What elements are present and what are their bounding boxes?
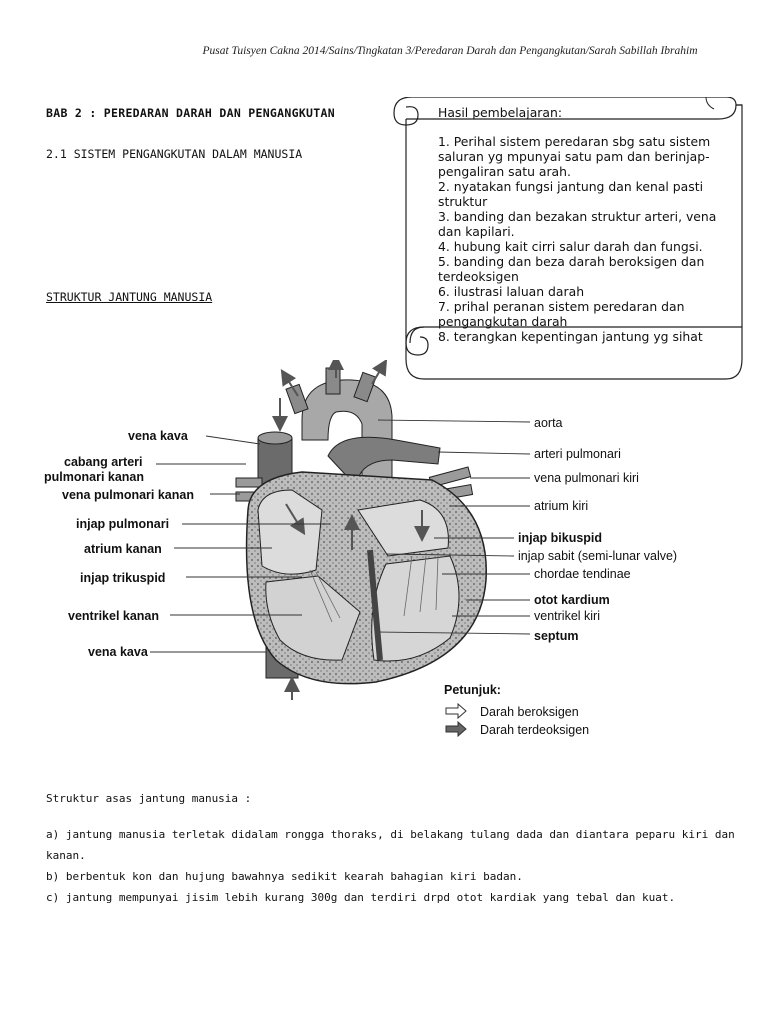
outcomes-list bbox=[438, 134, 726, 344]
label-aorta: aorta bbox=[534, 416, 563, 430]
legend-deoxygenated: Darah terdeoksigen bbox=[480, 723, 590, 737]
legend-title: Petunjuk: bbox=[444, 683, 501, 697]
outcome-item: 7. prihal peranan sistem peredaran dan pengangkutan darah bbox=[438, 299, 685, 329]
label-injap-bikuspid: injap bikuspid bbox=[518, 531, 603, 545]
label-pulmonari-kanan: pulmonari kanan bbox=[44, 470, 145, 484]
label-cabang-arteri: cabang arteri bbox=[64, 455, 143, 469]
chapter-subtitle: 2.1 SISTEM PENGANGKUTAN DALAM MANUSIA bbox=[46, 147, 303, 161]
label-arteri-pulmonari: arteri pulmonari bbox=[534, 447, 621, 461]
label-ventrikel-kiri: ventrikel kiri bbox=[534, 609, 600, 623]
body-intro: Struktur asas jantung manusia : bbox=[46, 792, 252, 805]
legend-oxygenated: Darah beroksigen bbox=[480, 705, 579, 719]
outcome-item: 5. banding dan beza darah beroksigen dan terdeoksigen bbox=[438, 254, 705, 284]
section-title: STRUKTUR JANTUNG MANUSIA bbox=[46, 290, 213, 304]
label-otot-kardium: otot kardium bbox=[534, 593, 610, 607]
body-point: a) jantung manusia terletak didalam rongga thoraks, di belakang tulang dada dan diantara peparu kiri dan kanan. bbox=[46, 828, 735, 862]
label-injap-sabit: injap sabit (semi-lunar valve) bbox=[518, 549, 678, 563]
label-vena-kava-bottom: vena kava bbox=[88, 645, 148, 659]
label-atrium-kanan: atrium kanan bbox=[84, 542, 162, 556]
outcome-item: 6. ilustrasi laluan darah bbox=[438, 284, 585, 299]
outcome-item: 3. banding dan bezakan struktur arteri, vena dan kapilari. bbox=[438, 209, 717, 239]
label-injap-trikuspid: injap trikuspid bbox=[80, 571, 166, 585]
label-chordae-tendinae: chordae tendinae bbox=[534, 567, 631, 581]
body-point: c) jantung mempunyai jisim lebih kurang 300g dan terdiri drpd otot kardiak yang tebal dan kuat. bbox=[46, 891, 676, 904]
diagram-legend bbox=[444, 683, 589, 737]
outcome-item: 8. terangkan kepentingan jantung yg sihat bbox=[438, 329, 703, 344]
deoxygenated-arrow-icon bbox=[446, 722, 466, 736]
outcome-item: 2. nyatakan fungsi jantung dan kenal pasti struktur bbox=[438, 179, 704, 209]
heart-illustration bbox=[236, 360, 486, 700]
label-vena-kava-top: vena kava bbox=[128, 429, 188, 443]
body-points bbox=[46, 824, 768, 908]
label-vena-pulmonari-kanan: vena pulmonari kanan bbox=[62, 488, 194, 502]
body-point: b) berbentuk kon dan hujung bawahnya sedikit kearah bahagian kiri badan. bbox=[46, 870, 523, 883]
outcome-item: 1. Perihal sistem peredaran sbg satu sistem saluran yg mpunyai satu pam dan berinjap-pengaliran satu arah. bbox=[438, 134, 711, 179]
page-header: Pusat Tuisyen Cakna 2014/Sains/Tingkatan 3/Peredaran Darah dan Pengangkutan/Sarah Sabillah Ibrahim bbox=[202, 45, 698, 57]
label-ventrikel-kanan: ventrikel kanan bbox=[68, 609, 160, 623]
label-atrium-kiri: atrium kiri bbox=[534, 499, 589, 513]
learning-outcomes bbox=[438, 105, 726, 344]
label-vena-pulmonari-kiri: vena pulmonari kiri bbox=[534, 471, 639, 485]
label-injap-pulmonari: injap pulmonari bbox=[76, 517, 170, 531]
outcome-item: 4. hubung kait cirri salur darah dan fungsi. bbox=[438, 239, 703, 254]
label-septum: septum bbox=[534, 629, 579, 643]
outcomes-heading: Hasil pembelajaran: bbox=[438, 105, 563, 120]
oxygenated-arrow-icon bbox=[446, 704, 466, 718]
chapter-title: BAB 2 : PEREDARAN DARAH DAN PENGANGKUTAN bbox=[46, 106, 335, 120]
heart-diagram bbox=[40, 360, 740, 750]
